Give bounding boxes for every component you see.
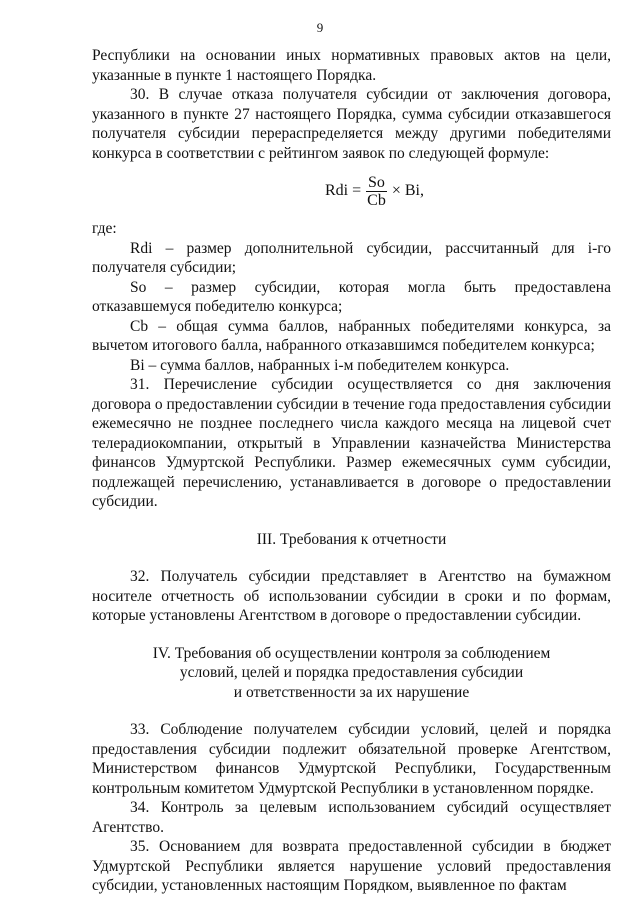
where-label: где: — [92, 220, 117, 237]
definition-rdi: Rdi – размер дополнительной субсидии, рассчитанный для i-го получателя субсидии; — [92, 239, 611, 276]
paragraph-35: 35. Основанием для возврата предоставленной субсидии в бюджет Удмуртской Республики является нарушение условий предоставления субсидии, установленных настоящим Порядком, выявленное по фактам — [92, 838, 611, 894]
section-3-heading: III. Требования к отчетности — [256, 530, 447, 548]
formula-denominator: Cb — [367, 191, 386, 209]
paragraph-33: 33. Соблюдение получателем субсидии условий, целей и порядка предоставления субсидии подлежит обязательной проверке Агентством, Министерством финансов Удмуртской Республики, Государственным контрольным комитетом Удмуртской Республики в установленном порядке. — [92, 721, 611, 797]
paragraph-34: 34. Контроль за целевым использованием субсидий осуществляет Агентство. — [92, 799, 611, 836]
formula-lhs: Rdi = — [325, 182, 362, 200]
formula-rhs: × Bi, — [391, 182, 424, 200]
paragraph-32: 32. Получатель субсидии представляет в Агентство на бумажном носителе отчетность об использовании субсидии в сроки и по формам, которые установлены Агентством в договоре о предоставлении субсидии. — [92, 568, 611, 624]
paragraph-31: 31. Перечисление субсидии осуществляется со дня заключения договора о предоставлении субсидии в течение года предоставления субсидии ежемесячно не позднее последнего числа каждого месяца на лицевой счет телерадиокомпании, открытый в Управлении казначейства Министерства финансов Удмуртской Республики. Размер ежемесячных сумм субсидии, подлежащей перечислению, устанавливается в договоре о предоставлении субсидии. — [92, 376, 611, 510]
page-number: 9 — [316, 20, 324, 35]
formula — [92, 163, 611, 219]
section-4-heading-line-1: IV. Требования об осуществлении контроля за соблюдением — [152, 644, 551, 662]
definition-so: So – размер субсидии, которая могла быть предоставлена отказавшемуся победителю конкурса; — [92, 278, 611, 315]
document-body — [92, 46, 611, 896]
formula-fraction — [365, 174, 388, 209]
section-4-heading-line-2: условий, целей и порядка предоставления субсидии — [179, 664, 524, 681]
paragraph-continuation: Республики на основании иных нормативных правовых актов на цели, указанные в пункте 1 настоящего Порядка. — [92, 47, 611, 84]
paragraph-30: 30. В случае отказа получателя субсидии от заключения договора, указанного в пункте 27 настоящего Порядка, сумма субсидии отказавшегося получателя субсидии перераспределяется между другими победителями конкурса в соответствии с рейтингом заявок по следующей формуле: — [92, 86, 611, 162]
formula-numerator: So — [368, 173, 385, 191]
definition-cb: Cb – общая сумма баллов, набранных победителями конкурса, за вычетом итогового балла, набранного отказавшимся победителем конкурса; — [92, 317, 611, 354]
section-4-heading-line-3: и ответственности за их нарушение — [233, 683, 470, 701]
definition-bi: Bi – сумма баллов, набранных i-м победителем конкурса. — [130, 356, 510, 374]
